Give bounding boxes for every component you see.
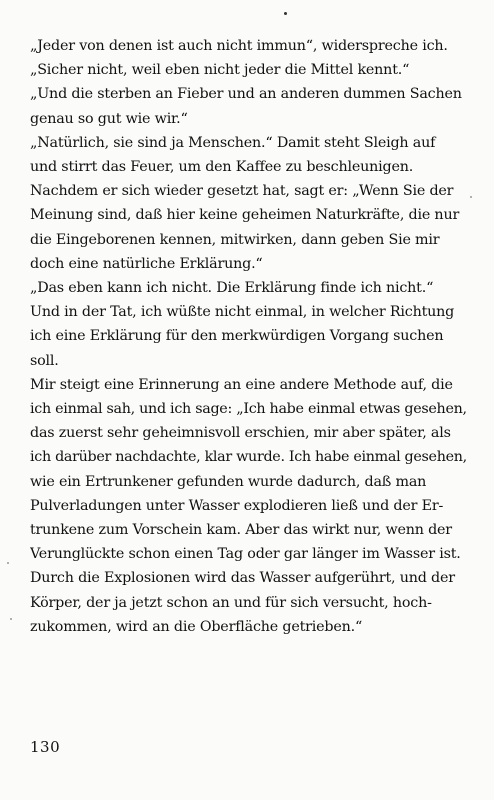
margin-speck — [7, 562, 9, 564]
margin-speck — [470, 196, 472, 198]
text-line: ich einmal sah, und ich sage: „Ich habe einmal etwas gesehen, — [30, 401, 467, 418]
text-line: Und in der Tat, ich wüßte nicht einmal, in welcher Richtung — [30, 304, 455, 321]
text-line: „Natürlich, sie sind ja Menschen.“ Damit steht Sleigh auf — [30, 134, 436, 151]
text-line: die Eingeborenen kennen, mitwirken, dann geben Sie mir — [30, 231, 440, 248]
page-number: 130 — [30, 738, 61, 756]
text-line: das zuerst sehr geheimnisvoll erschien, mir aber später, als — [30, 425, 451, 442]
text-line: „Und die sterben an Fieber und an anderen dummen Sachen — [30, 86, 462, 103]
text-line: trunkene zum Vorschein kam. Aber das wirkt nur, wenn der — [30, 522, 452, 539]
text-line: wie ein Ertrunkener gefunden wurde dadurch, daß man — [30, 473, 427, 490]
text-line: ich eine Erklärung für den merkwürdigen Vorgang suchen — [30, 328, 444, 345]
text-line: Nachdem er sich wieder gesetzt hat, sagt er: „Wenn Sie der — [30, 183, 454, 200]
text-line: Pulverladungen unter Wasser explodieren ließ und der Er- — [30, 497, 444, 514]
text-line: Verunglückte schon einen Tag oder gar länger im Wasser ist. — [30, 546, 461, 563]
text-line: „Sicher nicht, weil eben nicht jeder die Mittel kennt.“ — [30, 62, 410, 79]
body-text — [30, 34, 470, 639]
margin-speck — [10, 618, 12, 620]
text-line: soll. — [30, 352, 59, 369]
text-line: ich darüber nachdachte, klar wurde. Ich habe einmal gesehen, — [30, 449, 467, 466]
text-line: Mir steigt eine Erinnerung an eine andere Methode auf, die — [30, 376, 453, 393]
text-line: genau so gut wie wir.“ — [30, 110, 188, 127]
text-line: doch eine natürliche Erklärung.“ — [30, 255, 263, 272]
text-line: Meinung sind, daß hier keine geheimen Naturkräfte, die nur — [30, 207, 460, 224]
text-line: Durch die Explosionen wird das Wasser aufgerührt, und der — [30, 570, 455, 587]
text-line: Körper, der ja jetzt schon an und für sich versucht, hoch- — [30, 594, 432, 611]
text-line: zukommen, wird an die Oberfläche getrieben.“ — [30, 618, 363, 635]
ink-speck — [284, 12, 287, 15]
text-line: und stirrt das Feuer, um den Kaffee zu beschleunigen. — [30, 159, 414, 176]
text-line: „Jeder von denen ist auch nicht immun“, widerspreche ich. — [30, 38, 448, 54]
text-line: „Das eben kann ich nicht. Die Erklärung finde ich nicht.“ — [30, 280, 434, 297]
